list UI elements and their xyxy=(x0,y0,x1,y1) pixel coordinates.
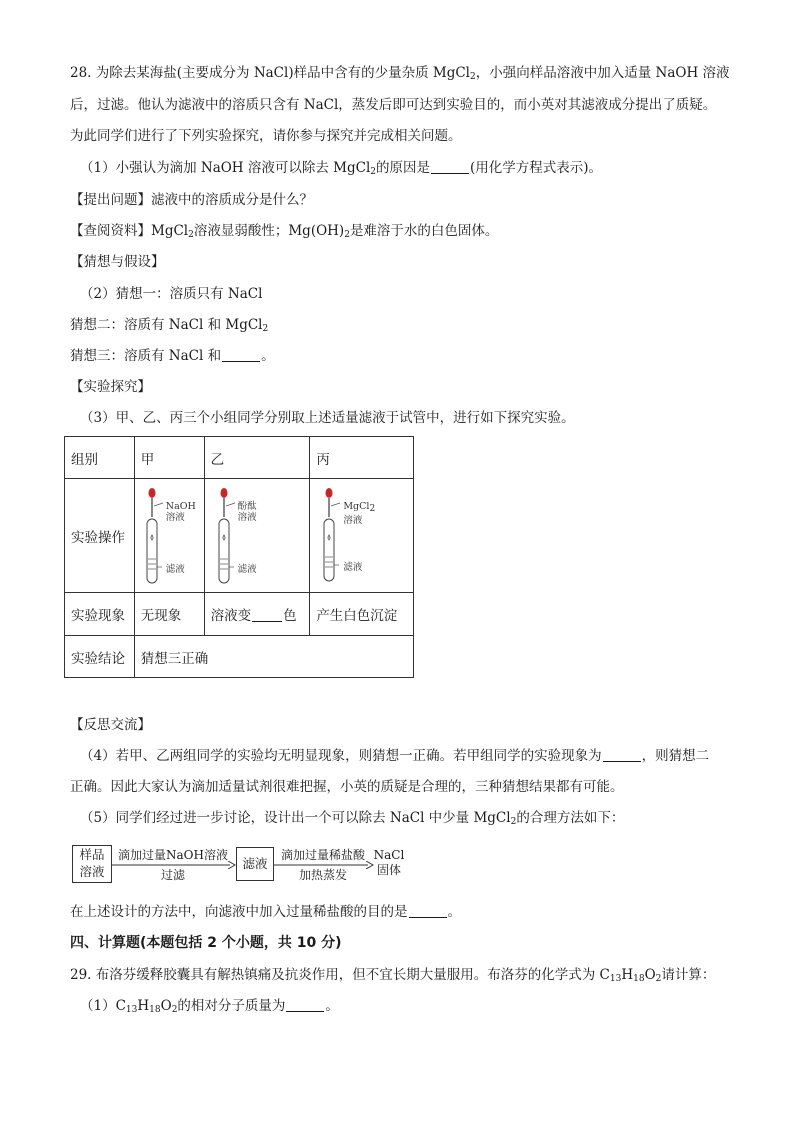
table-header-cell: 甲 xyxy=(134,437,204,479)
hypothesis-heading: 【猜想与假设】 xyxy=(70,254,165,270)
info-heading: 【查阅资料】MgCl$_2$溶液显弱酸性；$Mg(OH)_2$是难溶于水的白色固体。 xyxy=(70,223,499,240)
q28-line2: 后，过滤。他认为滤液中的溶质只含有 NaCl，蒸发后即可达到实验目的，而小英对其滤液成分提出了质疑。 xyxy=(70,97,717,113)
table-row-phenomenon xyxy=(65,593,414,636)
table-row-operation xyxy=(65,479,414,593)
table-cell: 猜想三正确 xyxy=(134,636,413,678)
table-header-cell: 丙 xyxy=(310,437,414,479)
table-header-cell: 组别 xyxy=(65,437,135,479)
q28-part1: （1）小强认为滴加 NaOH 溶液可以除去 MgCl$_2$的原因是 (用化学方程式表示)。 xyxy=(80,160,603,177)
q28-part4-cont: 正确。因此大家认为滴加适量试剂很难把握，小英的质疑是合理的，三种猜想结果都有可能。 xyxy=(70,779,624,795)
flow-end-product: NaCl 固体 xyxy=(373,848,405,877)
guess-3: 猜想三：溶质有 NaCl 和 。 xyxy=(70,348,275,364)
answer-blank[interactable] xyxy=(222,349,260,362)
table-row-conclusion xyxy=(65,636,414,678)
tube-diagram-yi xyxy=(204,479,310,593)
q28-part5: （5）同学们经过进一步讨论，设计出一个可以除去 NaCl 中少量 MgCl$_2$的合理方法如下： xyxy=(80,810,625,827)
table-cell: 溶液变 色 xyxy=(204,593,310,636)
arrow-label-top: 滴加过量稀盐酸 xyxy=(280,848,365,862)
arrow-label-bottom: 加热蒸发 xyxy=(298,868,347,882)
answer-blank[interactable] xyxy=(252,609,282,622)
arrow-label-bottom: 过滤 xyxy=(160,868,185,882)
table-cell: 产生白色沉淀 xyxy=(310,593,414,636)
arrow-label-top: 滴加过量NaOH溶液 xyxy=(118,848,228,862)
answer-blank[interactable] xyxy=(431,161,469,174)
answer-blank[interactable] xyxy=(603,749,641,762)
answer-blank[interactable] xyxy=(286,999,324,1012)
row-label: 实验结论 xyxy=(65,636,135,678)
guess-2: 猜想二：溶质有 NaCl 和 MgCl$_2$ xyxy=(70,317,269,334)
guess-1: （2）猜想一：溶质只有 NaCl xyxy=(80,286,263,302)
flow-box-sample: 样品 溶液 xyxy=(72,845,112,883)
experiment-table xyxy=(64,436,414,678)
q29-line1: 29. 布洛芬缓释胶囊具有解热镇痛及抗炎作用，但不宜长期大量服用。布洛芬的化学式为 $C_{13}H_{18}O_2$请计算： xyxy=(70,967,716,984)
experiment-heading: 【实验探究】 xyxy=(70,379,151,395)
q29-part1: $(1)C_{13}H_{18}O_2$的相对分子质量为 。 xyxy=(80,998,339,1015)
table-header-cell: 乙 xyxy=(204,437,310,479)
reflection-heading: 【反思交流】 xyxy=(70,717,151,733)
q28-part4: （4）若甲、乙两组同学的实验均无明显现象，则猜想一正确。若甲组同学的实验现象为 ，则猜想二 xyxy=(80,748,710,764)
table-header-row xyxy=(65,437,414,479)
row-label: 实验操作 xyxy=(65,479,135,593)
section-heading: 四、计算题(本题包括 2 个小题，共 10 分) xyxy=(70,935,342,951)
reagent-label: MgCl$_2$ 溶液 xyxy=(343,501,376,526)
q28-line3: 为此同学们进行了下列实验探究，请你参与探究并完成相关问题。 xyxy=(70,128,462,144)
flow-box-filtrate: 滤液 xyxy=(236,847,274,881)
reagent-label: NaOH 溶液 xyxy=(165,501,196,523)
filtrate-label: 滤液 xyxy=(343,562,363,573)
reagent-label: 酚酞 溶液 xyxy=(237,501,257,523)
filtrate-label: 滤液 xyxy=(237,564,257,575)
row-label: 实验现象 xyxy=(65,593,135,636)
filtrate-label: 滤液 xyxy=(165,564,185,575)
table-cell: 无现象 xyxy=(134,593,204,636)
q28-part5-question: 在上述设计的方法中，向滤液中加入过量稀盐酸的目的是 。 xyxy=(70,904,461,920)
question-heading: 【提出问题】滤液中的溶质成分是什么？ xyxy=(70,192,313,208)
process-flow-diagram xyxy=(70,845,410,885)
tube-diagram-bing xyxy=(310,479,414,593)
q28-line1: 28. 为除去某海盐(主要成分为 NaCl)样品中含有的少量杂质 MgCl$_2$，小强向样品溶液中加入适量 NaOH 溶液 xyxy=(70,65,730,82)
tube-diagram-jia xyxy=(134,479,204,593)
q28-part3: （3）甲、乙、丙三个小组同学分别取上述适量滤液于试管中，进行如下探究实验。 xyxy=(80,410,575,426)
answer-blank[interactable] xyxy=(409,905,447,918)
